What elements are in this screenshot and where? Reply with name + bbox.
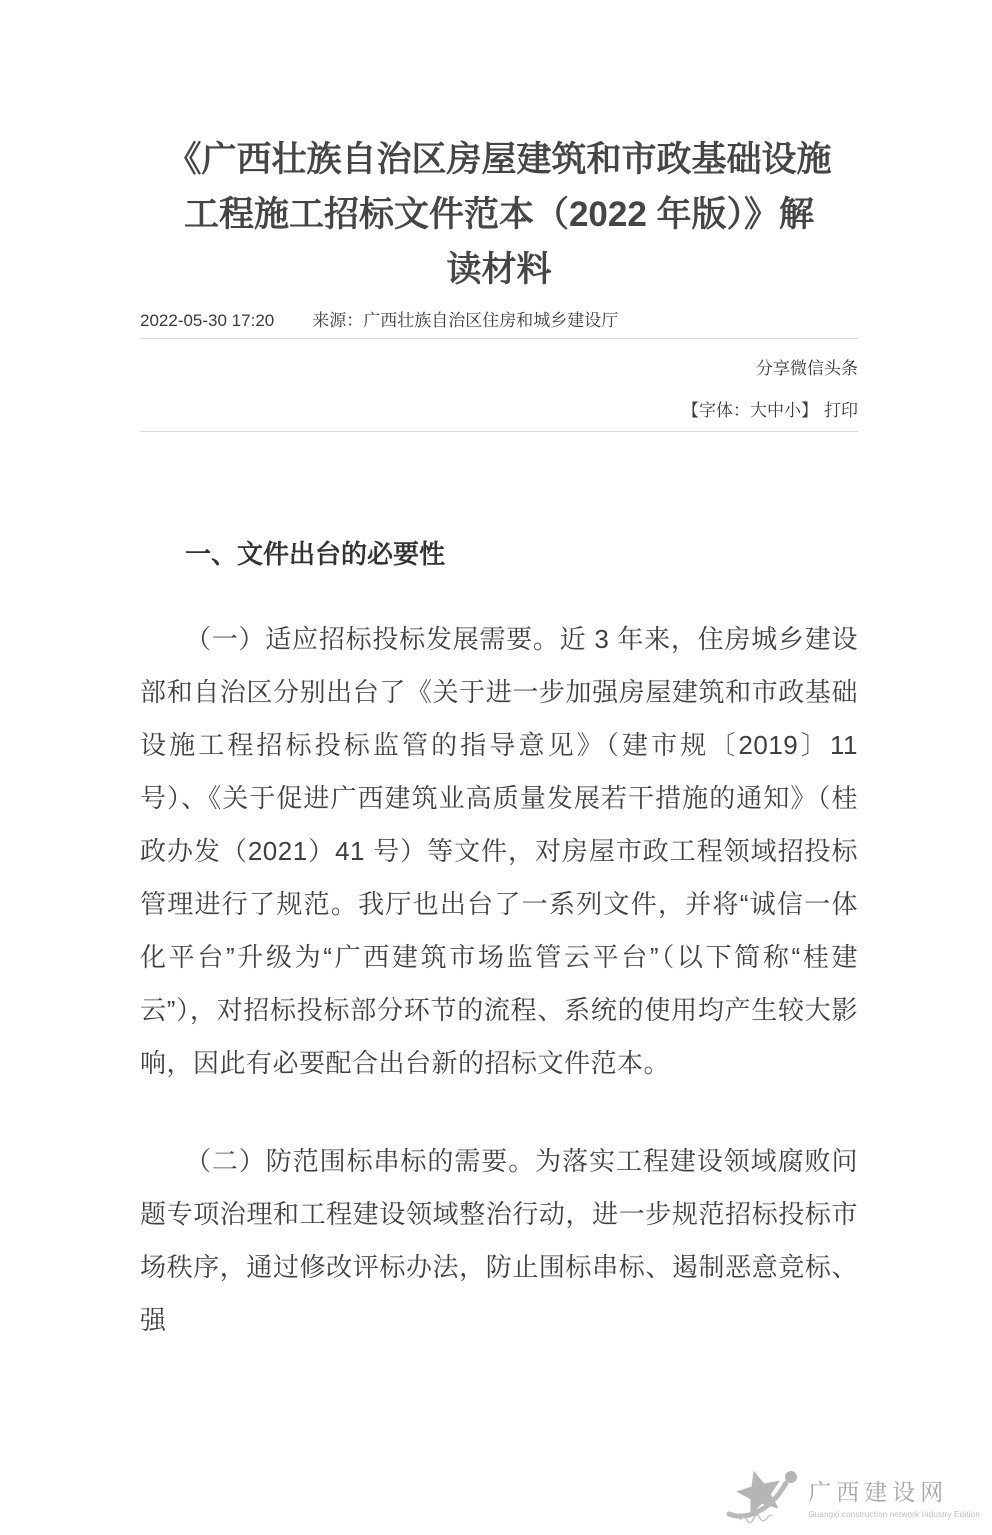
font-size-small-link[interactable]: 小 [784, 401, 801, 420]
watermark-site-subtitle: Guangxi construction network Industry Edition [808, 1510, 980, 1519]
publish-datetime: 2022-05-30 17:20 [140, 311, 275, 330]
font-size-bar [140, 396, 858, 421]
share-toutiao-link[interactable]: 头条 [824, 359, 858, 378]
page-title-line: 《广西壮族自治区房屋建筑和市政基础设施 [166, 140, 832, 179]
share-label: 分享 [756, 359, 790, 378]
page-title-line: 读材料 [446, 250, 552, 289]
font-widget-suffix: 】 [801, 401, 818, 420]
article-source [312, 306, 618, 331]
print-link[interactable]: 打印 [824, 401, 858, 420]
shooting-star-logo-icon [725, 1464, 803, 1531]
watermark-text [808, 1474, 980, 1519]
page-title-line: 工程施工招标文件范本（2022 年版）》解 [183, 195, 815, 234]
font-size-medium-link[interactable]: 中 [767, 401, 784, 420]
article-toolbar [140, 339, 858, 432]
article-page [140, 132, 858, 1347]
article-paragraph: （二）防范围标串标的需要。为落实工程建设领域腐败问题专项治理和工程建设领域整治行动，进一步规范招标投标市场秩序，通过修改评标办法，防止围标串标、遏制恶意竞标、强 [140, 1146, 858, 1335]
watermark-site-name: 广西建设网 [808, 1479, 949, 1505]
page-title [140, 132, 858, 297]
share-bar [140, 354, 858, 379]
source-value: 广西壮族自治区住房和城乡建设厅 [363, 311, 619, 330]
article-paragraph: （一）适应招标投标发展需要。近 3 年来，住房城乡建设部和自治区分别出台了《关于进一步加强房屋建筑和市政基础设施工程招标投标监管的指导意见》（建市规〔2019〕11 号）、《关于促进广西建筑业高质量发展若干措施的通知》（桂政办发（2021）41 号）等文件，对房屋市政工程领域招投标管理进行了规范。我厅也出台了一系列文件，并将“诚信一体化平台”升级为“广西建筑市场监管云平台”（以下简称“桂建云”），对招标投标部分环节的流程、系统的使用均产生较大影响，因此有必要配合出台新的招标文件范本。 [140, 624, 858, 1078]
share-wechat-link[interactable]: 微信 [790, 359, 824, 378]
article-meta [140, 306, 858, 339]
article-body [140, 540, 858, 1347]
font-size-large-link[interactable]: 大 [750, 401, 767, 420]
site-watermark [725, 1464, 980, 1531]
section-heading: 一、文件出台的必要性 [185, 539, 446, 569]
source-label: 来源： [312, 311, 364, 330]
font-widget-prefix: 【字体： [682, 401, 750, 420]
